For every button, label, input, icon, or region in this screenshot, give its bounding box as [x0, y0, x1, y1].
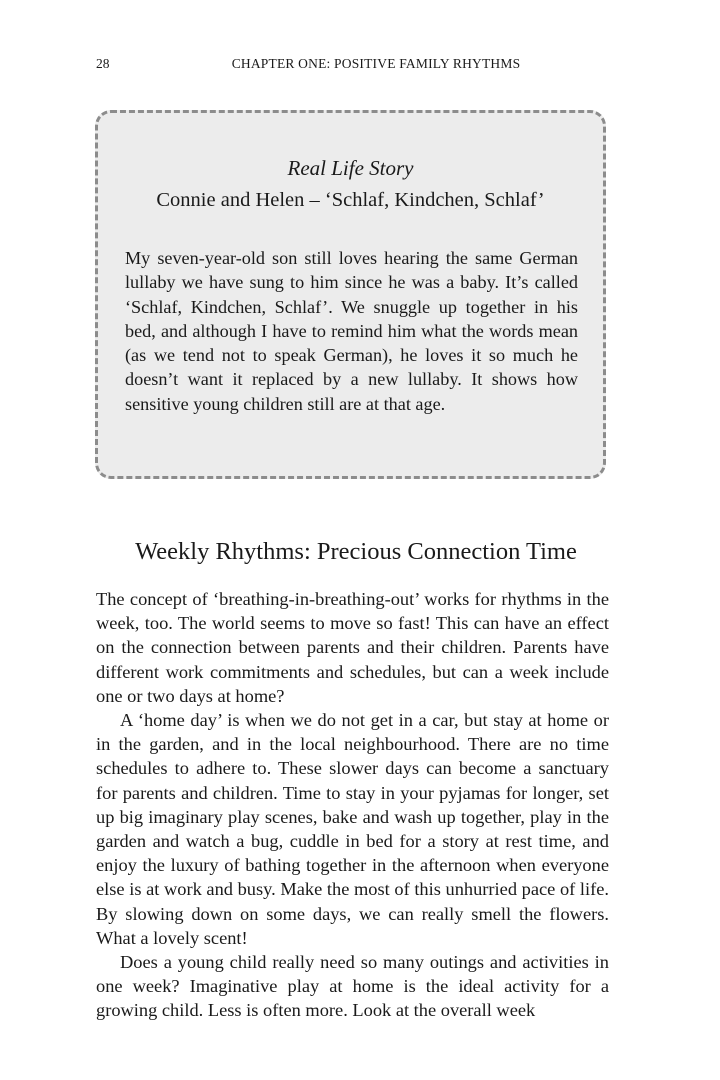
paragraph: A ‘home day’ is when we do not get in a car, but stay at home or in the garden, and in the local neighbourhood. There are no time schedules to adhere to. These slower days can become a sanctuary for parents and children. Time to stay in your pyjamas for longer, set up big imaginary play scenes, bake and wash up together, play in the garden and watch a bug, cuddle in bed for a story at rest time, and enjoy the luxury of bathing together in the afternoon when everyone else is at work and busy. Make the most of this unhurried pace of life. By slowing down on some days, we can really smell the flowers. What a lovely scent!	[96, 710, 609, 948]
body-text	[96, 587, 609, 1023]
story-title: Connie and Helen – ‘Schlaf, Kindchen, Schlaf’	[156, 189, 545, 211]
running-head	[96, 56, 606, 76]
story-body: My seven-year-old son still loves hearing the same German lullaby we have sung to him since he was a baby. It’s called ‘Schlaf, Kindchen, Schlaf’. We snuggle up together in his bed, and although I have to remind him what the words mean (as we tend not to speak German), he loves it so much he doesn’t want it replaced by a new lullaby. It shows how sensitive young children still are at that age.	[125, 248, 578, 414]
page-number: 28	[96, 56, 110, 71]
section-heading	[0, 538, 720, 566]
paragraph: Does a young child really need so many outings and activities in one week? Imaginative play at home is the ideal activity for a growing child. Less is often more. Look at the overall week	[96, 952, 609, 1021]
real-life-story-box	[95, 110, 606, 479]
paragraph: The concept of ‘breathing-in-breathing-out’ works for rhythms in the week, too. The world seems to move so fast! This can have an effect on the connection between parents and their children. Parents have different work commitments and schedules, but can a week include one or two days at home?	[96, 589, 609, 706]
chapter-title: CHAPTER ONE: POSITIVE FAMILY RHYTHMS	[231, 56, 521, 71]
section-heading-text: Weekly Rhythms: Precious Connection Time	[135, 538, 577, 565]
story-kicker: Real Life Story	[287, 156, 414, 180]
